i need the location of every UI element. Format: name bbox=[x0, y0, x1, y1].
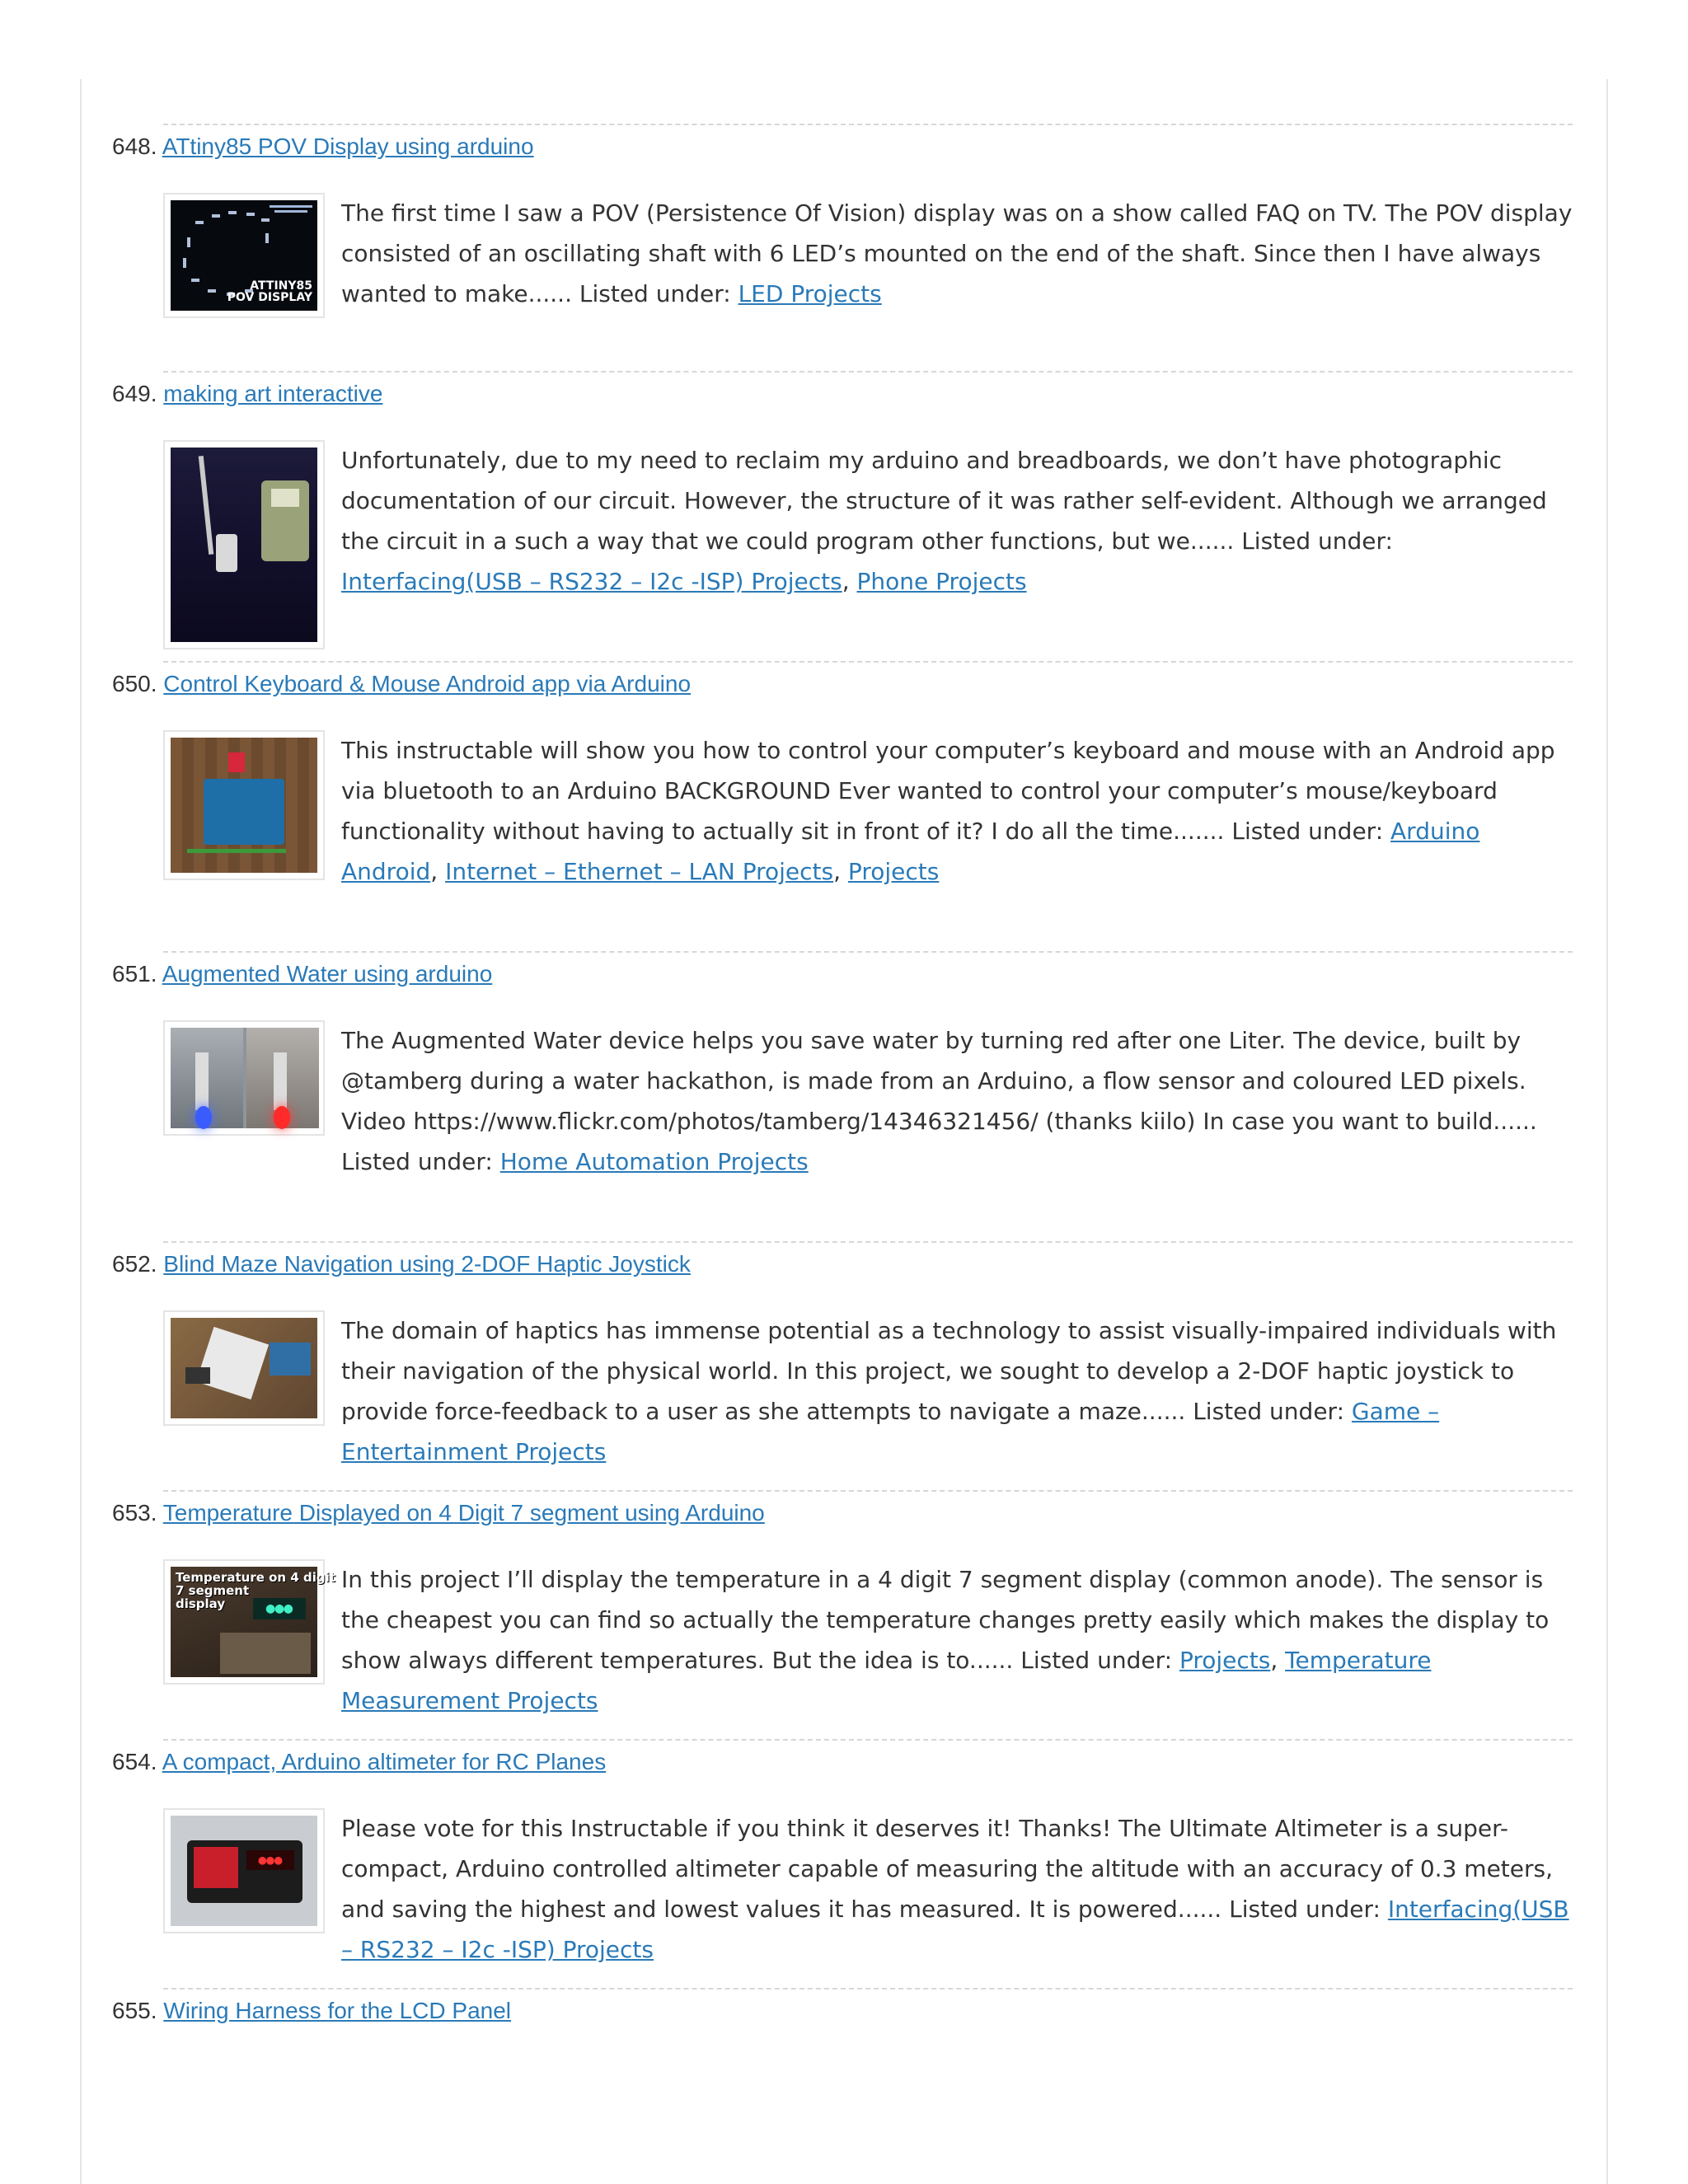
entry-thumbnail[interactable] bbox=[163, 1808, 325, 1933]
list-item bbox=[112, 1241, 1573, 1490]
description-text: The first time I saw a POV (Persistence Of Vision) display was on a show called FAQ on TV. The POV display consisted of an oscillating shaft with 6 LED’s mounted on the end of the shaft. Since then I have always wanted to make...... Listed under: bbox=[341, 199, 1573, 307]
entry-description bbox=[341, 1310, 1573, 1472]
entry-heading bbox=[112, 1249, 691, 1279]
tag-link[interactable]: LED Projects bbox=[738, 280, 882, 307]
entry-description: In this project I’ll display the temperature in a 4 digit 7 segment display (common anode). The sensor is the cheapest you can find so actually the temperature changes pretty easily which makes the display to show always different temperatures. But the idea is to...... Listed under: Projects, Temperature Measurement Projects bbox=[341, 1566, 1550, 1714]
pov-display-image bbox=[171, 200, 317, 311]
entry-heading bbox=[112, 1747, 606, 1777]
entry-divider bbox=[163, 1988, 1573, 1990]
altimeter-image: ●●● bbox=[171, 1816, 317, 1926]
tag-link[interactable]: Internet – Ethernet – LAN Projects bbox=[445, 858, 834, 885]
entry-heading bbox=[112, 132, 534, 162]
entry-thumbnail[interactable] bbox=[163, 440, 325, 649]
entry-description: Unfortunately, due to my need to reclaim my arduino and breadboards, we don’t have photographic documentation of our circuit. However, the structure of it was rather self-evident. Although we arranged the circuit in a such a way that we could program other functions, but we...... Listed under: Interfacing(USB – RS232 – I2c -ISP) Projects, Phone Projects bbox=[341, 447, 1547, 595]
entry-heading bbox=[112, 669, 691, 699]
tag-link[interactable]: Phone Projects bbox=[856, 568, 1027, 595]
entry-title-link[interactable]: Temperature Displayed on 4 Digit 7 segment using Arduino bbox=[162, 1500, 765, 1526]
entry-number: 648. bbox=[112, 134, 157, 159]
list-item bbox=[112, 124, 1573, 371]
entry-thumbnail[interactable] bbox=[163, 1310, 325, 1426]
entry-title-link[interactable]: making art interactive bbox=[163, 381, 383, 406]
list-item bbox=[112, 951, 1573, 1241]
entry-thumbnail[interactable] bbox=[163, 1559, 335, 1685]
list-item bbox=[112, 661, 1573, 951]
project-list bbox=[112, 124, 1573, 2046]
list-item bbox=[112, 1739, 1573, 1988]
entry-thumbnail[interactable] bbox=[163, 1020, 325, 1136]
tag-link[interactable]: Interfacing(USB – RS232 – I2c -ISP) Projects bbox=[341, 568, 842, 595]
temperature-display-image: ●●● Temperature on 4 digit 7 segment display bbox=[171, 1567, 317, 1677]
entry-number: 651. bbox=[112, 961, 157, 987]
entry-title-link[interactable]: Augmented Water using arduino bbox=[162, 961, 493, 987]
list-item bbox=[112, 371, 1573, 661]
description-text: The domain of haptics has immense potential as a technology to assist visually-impaired individuals with their navigation of the physical world. In this project, we sought to develop a 2-DOF haptic joystick to provide force-feedback to a user as she attempts to navigate a maze...... Listed under: bbox=[341, 1317, 1557, 1425]
entry-description bbox=[341, 1020, 1573, 1182]
entry-divider bbox=[163, 661, 1573, 663]
image-caption: ATTINY85 POV DISPLAY bbox=[227, 279, 312, 305]
entry-description bbox=[341, 1808, 1573, 1970]
tag-link[interactable]: Arduino Android bbox=[341, 818, 1480, 885]
entry-description: This instructable will show you how to control your computer’s keyboard and mouse with an Android app via bluetooth to an Arduino BACKGROUND Ever wanted to control your computer’s mouse/keyboard functionality without having to actually sit in front of it? I do all the time....... Listed under: Arduino Android, Internet – Ethernet – LAN Projects, Projects bbox=[341, 737, 1555, 885]
entry-number: 649. bbox=[112, 381, 157, 406]
image-caption: Temperature on 4 digit 7 segment display bbox=[176, 1570, 335, 1611]
tag-link[interactable]: Home Automation Projects bbox=[499, 1148, 809, 1175]
haptic-joystick-image bbox=[171, 1318, 317, 1418]
entry-title-link[interactable]: Control Keyboard & Mouse Android app via Arduino bbox=[163, 671, 692, 696]
entry-title-link[interactable]: ATtiny85 POV Display using arduino bbox=[162, 134, 534, 159]
entry-divider bbox=[163, 1490, 1573, 1492]
entry-number: 653. bbox=[112, 1500, 157, 1526]
entry-thumbnail[interactable] bbox=[163, 193, 325, 318]
entry-number: 654. bbox=[112, 1749, 157, 1774]
list-item bbox=[112, 1988, 1573, 2046]
entry-heading bbox=[112, 959, 492, 989]
description-text: In this project I’ll display the temperature in a 4 digit 7 segment display (common anode). The sensor is the cheapest you can find so actually the temperature changes pretty easily which makes the display to show always different temperatures. But the idea is to...... Listed under: bbox=[341, 1566, 1550, 1674]
entry-description bbox=[341, 193, 1573, 314]
entry-title-link[interactable]: Blind Maze Navigation using 2-DOF Haptic Joystick bbox=[163, 1251, 691, 1277]
entry-number: 652. bbox=[112, 1251, 157, 1277]
list-item bbox=[112, 1490, 1573, 1739]
entry-title-link[interactable]: A compact, Arduino altimeter for RC Planes bbox=[162, 1749, 607, 1774]
description-text: This instructable will show you how to control your computer’s keyboard and mouse with an Android app via bluetooth to an Arduino BACKGROUND Ever wanted to control your computer’s mouse/keyboard functionality without having to actually sit in front of it? I do all the time....... Listed under: bbox=[341, 737, 1555, 845]
augmented-water-image bbox=[171, 1028, 317, 1128]
entry-thumbnail[interactable] bbox=[163, 730, 325, 880]
arduino-board-image bbox=[171, 738, 317, 873]
entry-divider bbox=[163, 371, 1573, 373]
entry-divider bbox=[163, 124, 1573, 125]
tag-link[interactable]: Temperature Measurement Projects bbox=[341, 1647, 1432, 1714]
interactive-art-image bbox=[171, 448, 317, 642]
entry-title-link[interactable]: Wiring Harness for the LCD Panel bbox=[163, 1998, 512, 2023]
entry-divider bbox=[163, 1241, 1573, 1243]
tag-link[interactable]: Game – Entertainment Projects bbox=[341, 1398, 1440, 1465]
entry-divider bbox=[163, 951, 1573, 953]
tag-link[interactable]: Projects bbox=[1179, 1647, 1271, 1674]
description-text: Unfortunately, due to my need to reclaim my arduino and breadboards, we don’t have photographic documentation of our circuit. However, the structure of it was rather self-evident. Although we arranged the circuit in a such a way that we could program other functions, but we...... Listed under: bbox=[341, 447, 1547, 555]
description-text: The Augmented Water device helps you save water by turning red after one Liter. The device, built by @tamberg during a water hackathon, is made from an Arduino, a flow sensor and coloured LED pixels. Video https://www.flickr.com/photos/tamberg/14346321456/ (thanks kiilo) In case you want to build...... Listed under: bbox=[341, 1027, 1537, 1175]
entry-divider bbox=[163, 1739, 1573, 1741]
entry-number: 650. bbox=[112, 671, 157, 696]
entry-heading bbox=[112, 1996, 511, 2026]
entry-number: 655. bbox=[112, 1998, 157, 2023]
entry-heading bbox=[112, 1498, 765, 1528]
tag-link[interactable]: Projects bbox=[847, 858, 940, 885]
description-text: Please vote for this Instructable if you think it deserves it! Thanks! The Ultimate Altimeter is a super-compact, Arduino controlled altimeter capable of measuring the altitude with an accuracy of 0.3 meters, and saving the highest and lowest values it has measured. It is powered...... Listed under: bbox=[341, 1815, 1553, 1923]
tag-link[interactable]: Interfacing(USB – RS232 – I2c -ISP) Projects bbox=[341, 1896, 1569, 1963]
entry-heading bbox=[112, 379, 382, 409]
